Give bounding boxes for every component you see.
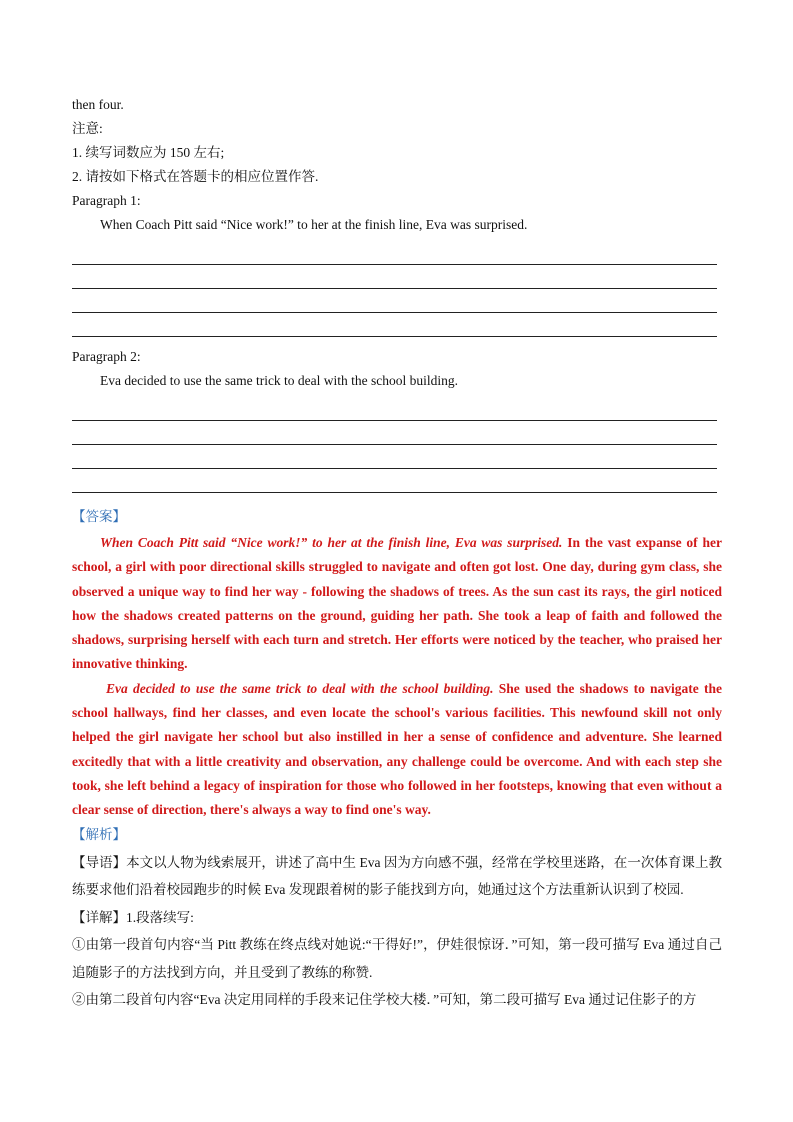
writing-line xyxy=(72,421,717,445)
writing-line xyxy=(72,265,717,289)
answer-p1-lead: When Coach Pitt said “Nice work!” to her at the finish line, Eva was surprised. xyxy=(100,535,563,550)
writing-line xyxy=(72,469,717,493)
writing-line xyxy=(72,397,717,421)
answer-p2-lead: Eva decided to use the same trick to deal with the school building. xyxy=(106,680,494,696)
analysis-detail-heading: 【详解】1.段落续写: xyxy=(72,909,194,925)
analysis-tag: 【解析】 xyxy=(72,826,126,842)
answer-p2-body: She used the shadows to navigate the school hallways, find her classes, and even locate the school's various facilities. This newfound skill not only helped the girl navigate her school but also instilled in her a sense of confidence and adventure. She learned excitedly that with a little creativity and observation, any challenge could be overcome. And with each step she took, she left behind a legacy of inspiration for those who followed in her footsteps, knowing that even without a clear sense of direction, there's always a way to find one's way. xyxy=(72,680,722,818)
analysis-guide: 【导语】本文以人物为线索展开，讲述了高中生 Eva 因为方向感不强，经常在学校里迷路，在一次体育课上教练要求他们沿着校园跑步的时候 Eva 发现跟着树的影子能找到方向，她通过这个方法重新认识到了校园. xyxy=(72,854,722,898)
answer-paragraph-1 xyxy=(72,531,722,677)
paragraph1-writing-lines xyxy=(72,249,722,345)
note-item-1: 1. 续写词数应为 150 左右; xyxy=(72,145,225,160)
writing-line xyxy=(72,313,717,337)
answer-tag: 【答案】 xyxy=(72,509,126,524)
answer-p1-body: In the vast expanse of her school, a girl with poor directional skills struggled to navigate and often got lost. One day, during gym class, she observed a unique way to find her way - following the shadows of trees. As the sun cast its rays, the girl noticed how the shadows created patterns on the ground, guiding her path. She took a leap of faith and followed the shadows, surprising herself with each turn and stretch. Her efforts were noticed by the teacher, who praised her innovative thinking. xyxy=(72,535,723,672)
paragraph2-opening: Eva decided to use the same trick to deal with the school building. xyxy=(100,373,459,388)
note-item-2: 2. 请按如下格式在答题卡的相应位置作答. xyxy=(72,169,319,184)
intro-line: then four. xyxy=(72,97,124,112)
analysis-point-2: ②由第二段首句内容“Eva 决定用同样的手段来记住学校大楼．”可知，第二段可描写 Eva 通过记住影子的方 xyxy=(72,992,697,1008)
paragraph2-label: Paragraph 2: xyxy=(72,349,141,364)
paragraph1-opening: When Coach Pitt said “Nice work!” to her at the finish line, Eva was surprised. xyxy=(100,217,528,232)
paragraph1-label: Paragraph 1: xyxy=(72,193,141,208)
writing-line xyxy=(72,289,717,313)
analysis-point-1: ①由第一段首句内容“当 Pitt 教练在终点线对她说:“干得好!”，伊娃很惊讶．”可知，第一段可描写 Eva 通过自己追随影子的方法找到方向，并且受到了教练的称赞. xyxy=(72,937,722,980)
document-page xyxy=(72,93,722,1014)
writing-line xyxy=(72,445,717,469)
answer-paragraph-2 xyxy=(72,677,722,823)
note-label: 注意: xyxy=(72,121,103,136)
paragraph2-writing-lines xyxy=(72,405,722,501)
writing-line xyxy=(72,241,717,265)
